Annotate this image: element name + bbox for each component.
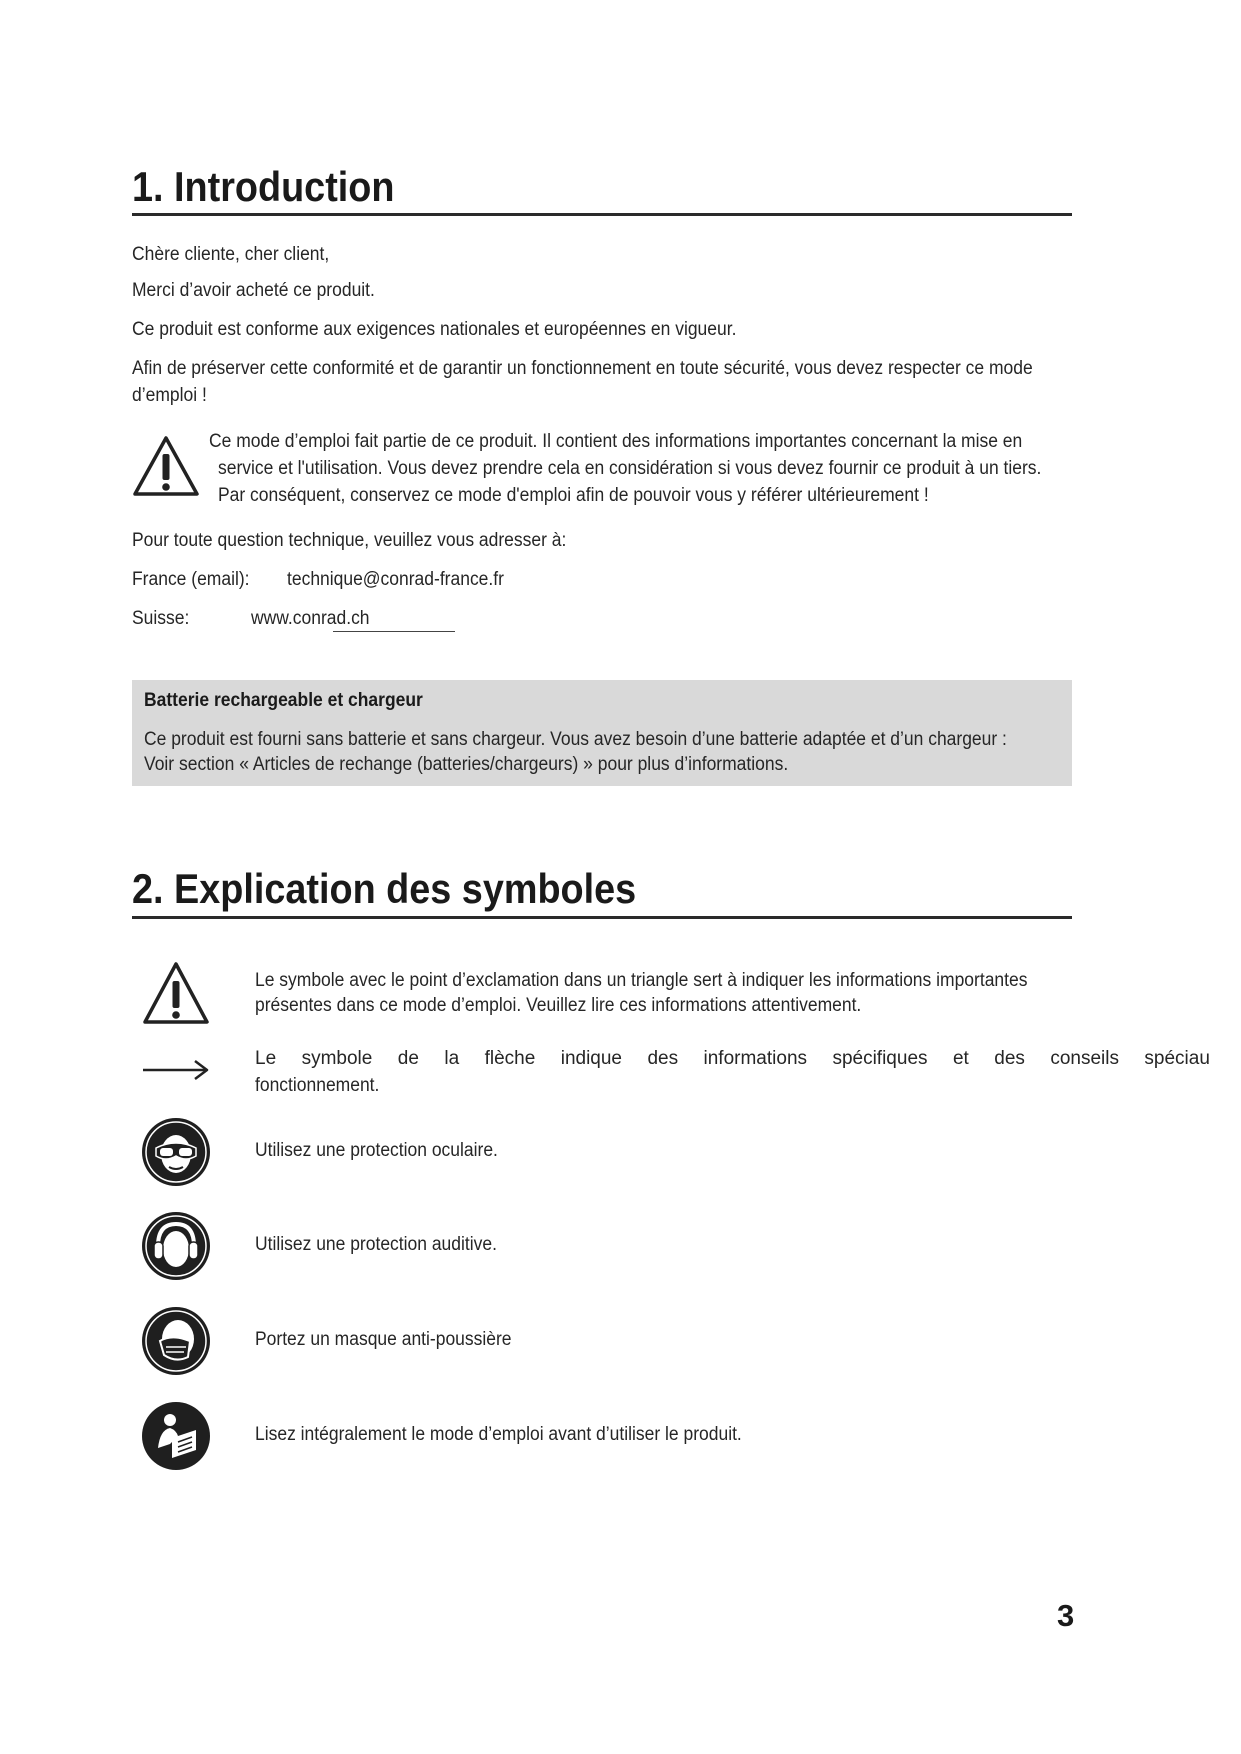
suisse-link-underline xyxy=(333,631,455,632)
symbol-eye-protection-text: Utilisez une protection oculaire. xyxy=(255,1140,498,1161)
arrow-word: flèche xyxy=(484,1048,536,1069)
preserve-text-line2: d’emploi ! xyxy=(132,385,207,406)
symbols-heading-rule xyxy=(132,916,1072,919)
read-manual-icon xyxy=(140,1400,212,1472)
arrow-word: et xyxy=(952,1048,969,1069)
preserve-text-line1: Afin de préserver cette conformité et de garantir un fonctionnement en toute sécurité, vous devez respecter ce mode xyxy=(132,358,1033,379)
suisse-label: Suisse: xyxy=(132,608,190,629)
arrow-word: indique xyxy=(560,1048,622,1069)
arrow-word: de xyxy=(397,1048,419,1069)
conformity-text: Ce produit est conforme aux exigences nationales et européennes en vigueur. xyxy=(132,319,737,340)
suisse-website-link[interactable]: www.conrad.ch xyxy=(251,608,370,629)
arrow-word: des xyxy=(647,1048,679,1069)
arrow-word: spéciau xyxy=(1144,1048,1210,1069)
warning-text-line3: Par conséquent, conservez ce mode d'emploi afin de pouvoir vous y référer ultérieurement ! xyxy=(218,485,929,506)
intro-heading-rule xyxy=(132,213,1072,216)
symbols-heading: 2. Explication des symboles xyxy=(132,865,637,912)
tech-question-text: Pour toute question technique, veuillez vous adresser à: xyxy=(132,530,567,551)
symbol-ear-protection-text: Utilisez une protection auditive. xyxy=(255,1234,497,1255)
battery-note-title: Batterie rechargeable et chargeur xyxy=(144,690,423,711)
france-label: France (email): xyxy=(132,569,250,590)
arrow-word: Le xyxy=(255,1048,277,1069)
warning-triangle-icon xyxy=(131,434,201,498)
arrow-word: spécifiques xyxy=(832,1048,928,1069)
warning-text-line1: Ce mode d’emploi fait partie de ce produit. Il contient des informations importantes concernant la mise en xyxy=(209,431,1023,452)
warning-text-line2: service et l'utilisation. Vous devez prendre cela en considération si vous devez fournir ce produit à un tiers. xyxy=(218,458,1042,479)
symbol-read-manual-text: Lisez intégralement le mode d’emploi avant d’utiliser le produit. xyxy=(255,1424,742,1445)
symbol-arrow-line2: fonctionnement. xyxy=(255,1075,380,1096)
symbol-arrow-line1 xyxy=(255,1048,1210,1070)
ear-protection-icon xyxy=(140,1210,212,1282)
symbol-dust-mask-text: Portez un masque anti-poussière xyxy=(255,1329,512,1350)
france-email[interactable]: technique@conrad-france.fr xyxy=(287,569,504,590)
intro-heading: 1. Introduction xyxy=(132,163,395,210)
eye-protection-icon xyxy=(140,1116,212,1188)
thanks-text: Merci d’avoir acheté ce produit. xyxy=(132,280,375,301)
greeting-text: Chère cliente, cher client, xyxy=(132,244,330,265)
arrow-right-icon xyxy=(141,1058,211,1082)
arrow-word: conseils xyxy=(1050,1048,1119,1069)
arrow-word: informations xyxy=(703,1048,808,1069)
battery-note-line2: Voir section « Articles de rechange (batteries/chargeurs) » pour plus d’informations. xyxy=(144,754,789,775)
page-number: 3 xyxy=(1057,1598,1075,1633)
battery-note-line1: Ce produit est fourni sans batterie et sans chargeur. Vous avez besoin d’une batterie adaptée et d’un chargeur : xyxy=(144,729,1007,750)
arrow-word: symbole xyxy=(301,1048,373,1069)
dust-mask-icon xyxy=(140,1305,212,1377)
warning-triangle-icon xyxy=(141,960,211,1026)
arrow-word: des xyxy=(994,1048,1025,1069)
arrow-word: la xyxy=(444,1048,460,1069)
symbol-warning-line2: présentes dans ce mode d’emploi. Veuillez lire ces informations attentivement. xyxy=(255,995,862,1016)
battery-note-box xyxy=(132,680,1072,786)
symbol-warning-line1: Le symbole avec le point d’exclamation dans un triangle sert à indiquer les informations importantes xyxy=(255,970,1028,991)
